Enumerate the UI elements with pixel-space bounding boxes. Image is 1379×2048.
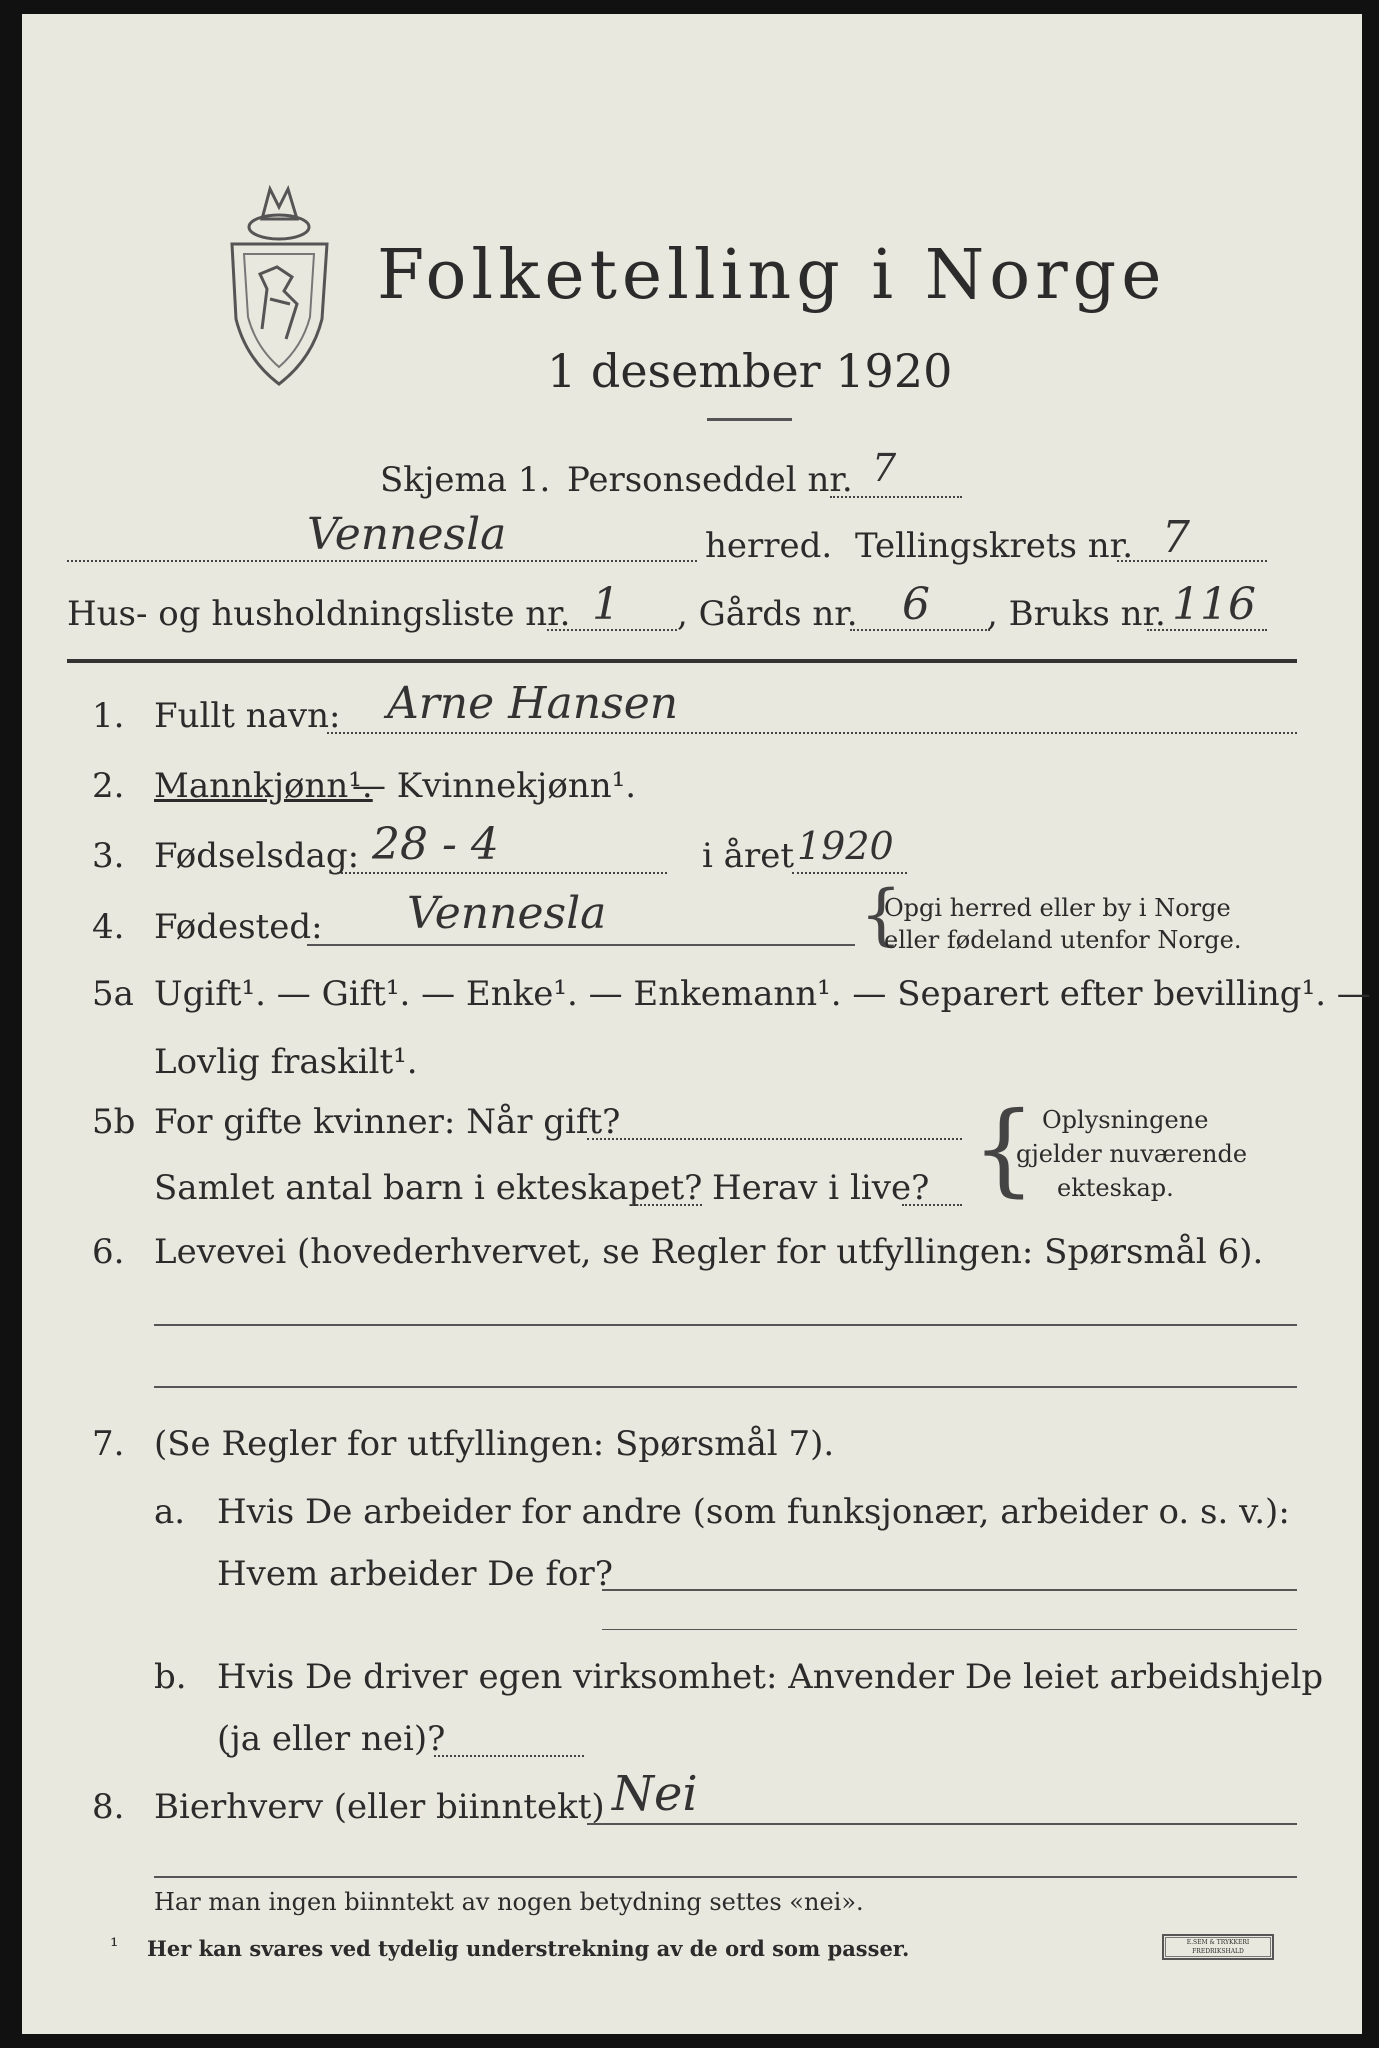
tellingskrets-value[interactable]: 7	[1162, 512, 1190, 563]
q7-label: (Se Regler for utfyllingen: Spørsmål 7).	[154, 1424, 835, 1464]
q7a-employer-line[interactable]	[602, 1589, 1297, 1591]
herred-label: herred.	[705, 526, 833, 566]
q8-number: 8.	[92, 1787, 125, 1827]
q4-note-line1: Opgi herred eller by i Norge	[884, 894, 1231, 922]
q5b-children-line[interactable]	[632, 1204, 702, 1206]
header-divider	[67, 659, 1297, 663]
q3-year-label: i året	[702, 836, 794, 876]
q5b-married-label: For gifte kvinner: Når gift?	[154, 1102, 621, 1142]
q6-number: 6.	[92, 1232, 125, 1272]
gender-male-option[interactable]: Mannkjønn¹.	[154, 766, 373, 806]
bruks-label: , Bruks nr.	[987, 594, 1166, 634]
coat-of-arms-icon	[222, 179, 337, 389]
census-date: 1 desember 1920	[547, 344, 953, 398]
q7b-answer-line[interactable]	[434, 1755, 584, 1757]
full-name-value[interactable]: Arne Hansen	[387, 678, 679, 729]
herred-value[interactable]: Vennesla	[307, 509, 507, 560]
q4-number: 4.	[92, 907, 125, 947]
q7b-line2: (ja eller nei)?	[217, 1719, 446, 1759]
q5b-number: 5b	[92, 1102, 136, 1142]
personseddel-value: 7	[872, 446, 897, 490]
q3-line	[337, 872, 667, 874]
q3-year-line	[792, 872, 907, 874]
q6-line2[interactable]	[154, 1386, 1297, 1388]
q1-line	[327, 732, 1297, 734]
footnote-text: Her kan svares ved tydelig understrekning av de ord som passer.	[147, 1936, 910, 1961]
q7a-line1: Hvis De arbeider for andre (som funksjonær, arbeider o. s. v.):	[217, 1492, 1290, 1532]
schema-label: Skjema 1.	[380, 460, 551, 500]
birthyear-value[interactable]: 1920	[797, 824, 894, 868]
civil-status-options[interactable]: Ugift¹. — Gift¹. — Enke¹. — Enkemann¹. — Separert efter bevilling¹. —	[154, 974, 1371, 1014]
gards-value[interactable]: 6	[902, 579, 930, 630]
husliste-label: Hus- og husholdningsliste nr.	[67, 594, 571, 634]
q5b-note-line1: Oplysningene	[1042, 1106, 1209, 1134]
q5a-number: 5a	[92, 974, 134, 1014]
q5b-brace: {	[972, 1090, 1036, 1207]
q4-label: Fødested:	[154, 907, 323, 947]
q4-note-line2: eller fødeland utenfor Norge.	[884, 926, 1242, 954]
q7b-number: b.	[154, 1657, 187, 1697]
bruks-value[interactable]: 116	[1172, 579, 1256, 630]
civil-status-divorced[interactable]: Lovlig fraskilt¹.	[154, 1042, 418, 1082]
q8-line2[interactable]	[154, 1876, 1297, 1878]
printer-stamp	[1162, 1934, 1274, 1960]
q5b-note-line3: ekteskap.	[1057, 1174, 1174, 1202]
q7-number: 7.	[92, 1424, 125, 1464]
gards-label: , Gårds nr.	[677, 594, 858, 634]
form-title: Folketelling i Norge	[377, 236, 1167, 315]
q6-line1[interactable]	[154, 1324, 1297, 1326]
personseddel-line	[830, 496, 962, 498]
printer-stamp-text: E.SEM & TRYKKERI FREDRIKSHALD	[1165, 1937, 1271, 1957]
tellingskrets-line	[1117, 560, 1267, 562]
footer-note: Har man ingen biinntekt av nogen betydning settes «nei».	[154, 1888, 864, 1916]
title-rule	[707, 418, 792, 421]
census-form	[22, 14, 1371, 2034]
q8-line[interactable]	[587, 1823, 1297, 1825]
q6-label: Levevei (hovederhvervet, se Regler for utfyllingen: Spørsmål 6).	[154, 1232, 1264, 1272]
husliste-value[interactable]: 1	[592, 579, 620, 630]
q5b-note-line2: gjelder nuværende	[1016, 1140, 1248, 1168]
q8-label: Bierhverv (eller biinntekt)	[154, 1787, 605, 1827]
gender-female-option[interactable]: — Kvinnekjønn¹.	[352, 766, 637, 806]
q5b-alive-line[interactable]	[902, 1204, 962, 1206]
q5b-alive-label: Herav i live?	[712, 1168, 930, 1208]
q5b-married-line[interactable]	[587, 1138, 962, 1140]
q7a-extra-line[interactable]	[602, 1629, 1297, 1630]
q7b-line1: Hvis De driver egen virksomhet: Anvender De leiet arbeidshjelp	[217, 1657, 1324, 1697]
q3-label: Fødselsdag:	[154, 836, 360, 876]
q3-number: 3.	[92, 836, 125, 876]
q2-number: 2.	[92, 766, 125, 806]
q1-label: Fullt navn:	[154, 696, 341, 736]
footnote-mark: ¹	[110, 1934, 119, 1958]
q7a-line2: Hvem arbeider De for?	[217, 1554, 613, 1594]
personseddel-label: Personseddel nr.	[567, 460, 853, 500]
birthplace-value[interactable]: Vennesla	[407, 888, 607, 939]
birthdate-value[interactable]: 28 - 4	[372, 819, 499, 870]
q4-line	[307, 944, 855, 946]
herred-line	[67, 560, 697, 562]
q1-number: 1.	[92, 696, 125, 736]
tellingskrets-label: Tellingskrets nr.	[855, 526, 1134, 566]
q7a-number: a.	[154, 1492, 186, 1532]
q5b-children-label: Samlet antal barn i ekteskapet?	[154, 1168, 703, 1208]
q4-brace: {	[860, 876, 902, 953]
side-income-value[interactable]: Nei	[612, 1766, 698, 1822]
